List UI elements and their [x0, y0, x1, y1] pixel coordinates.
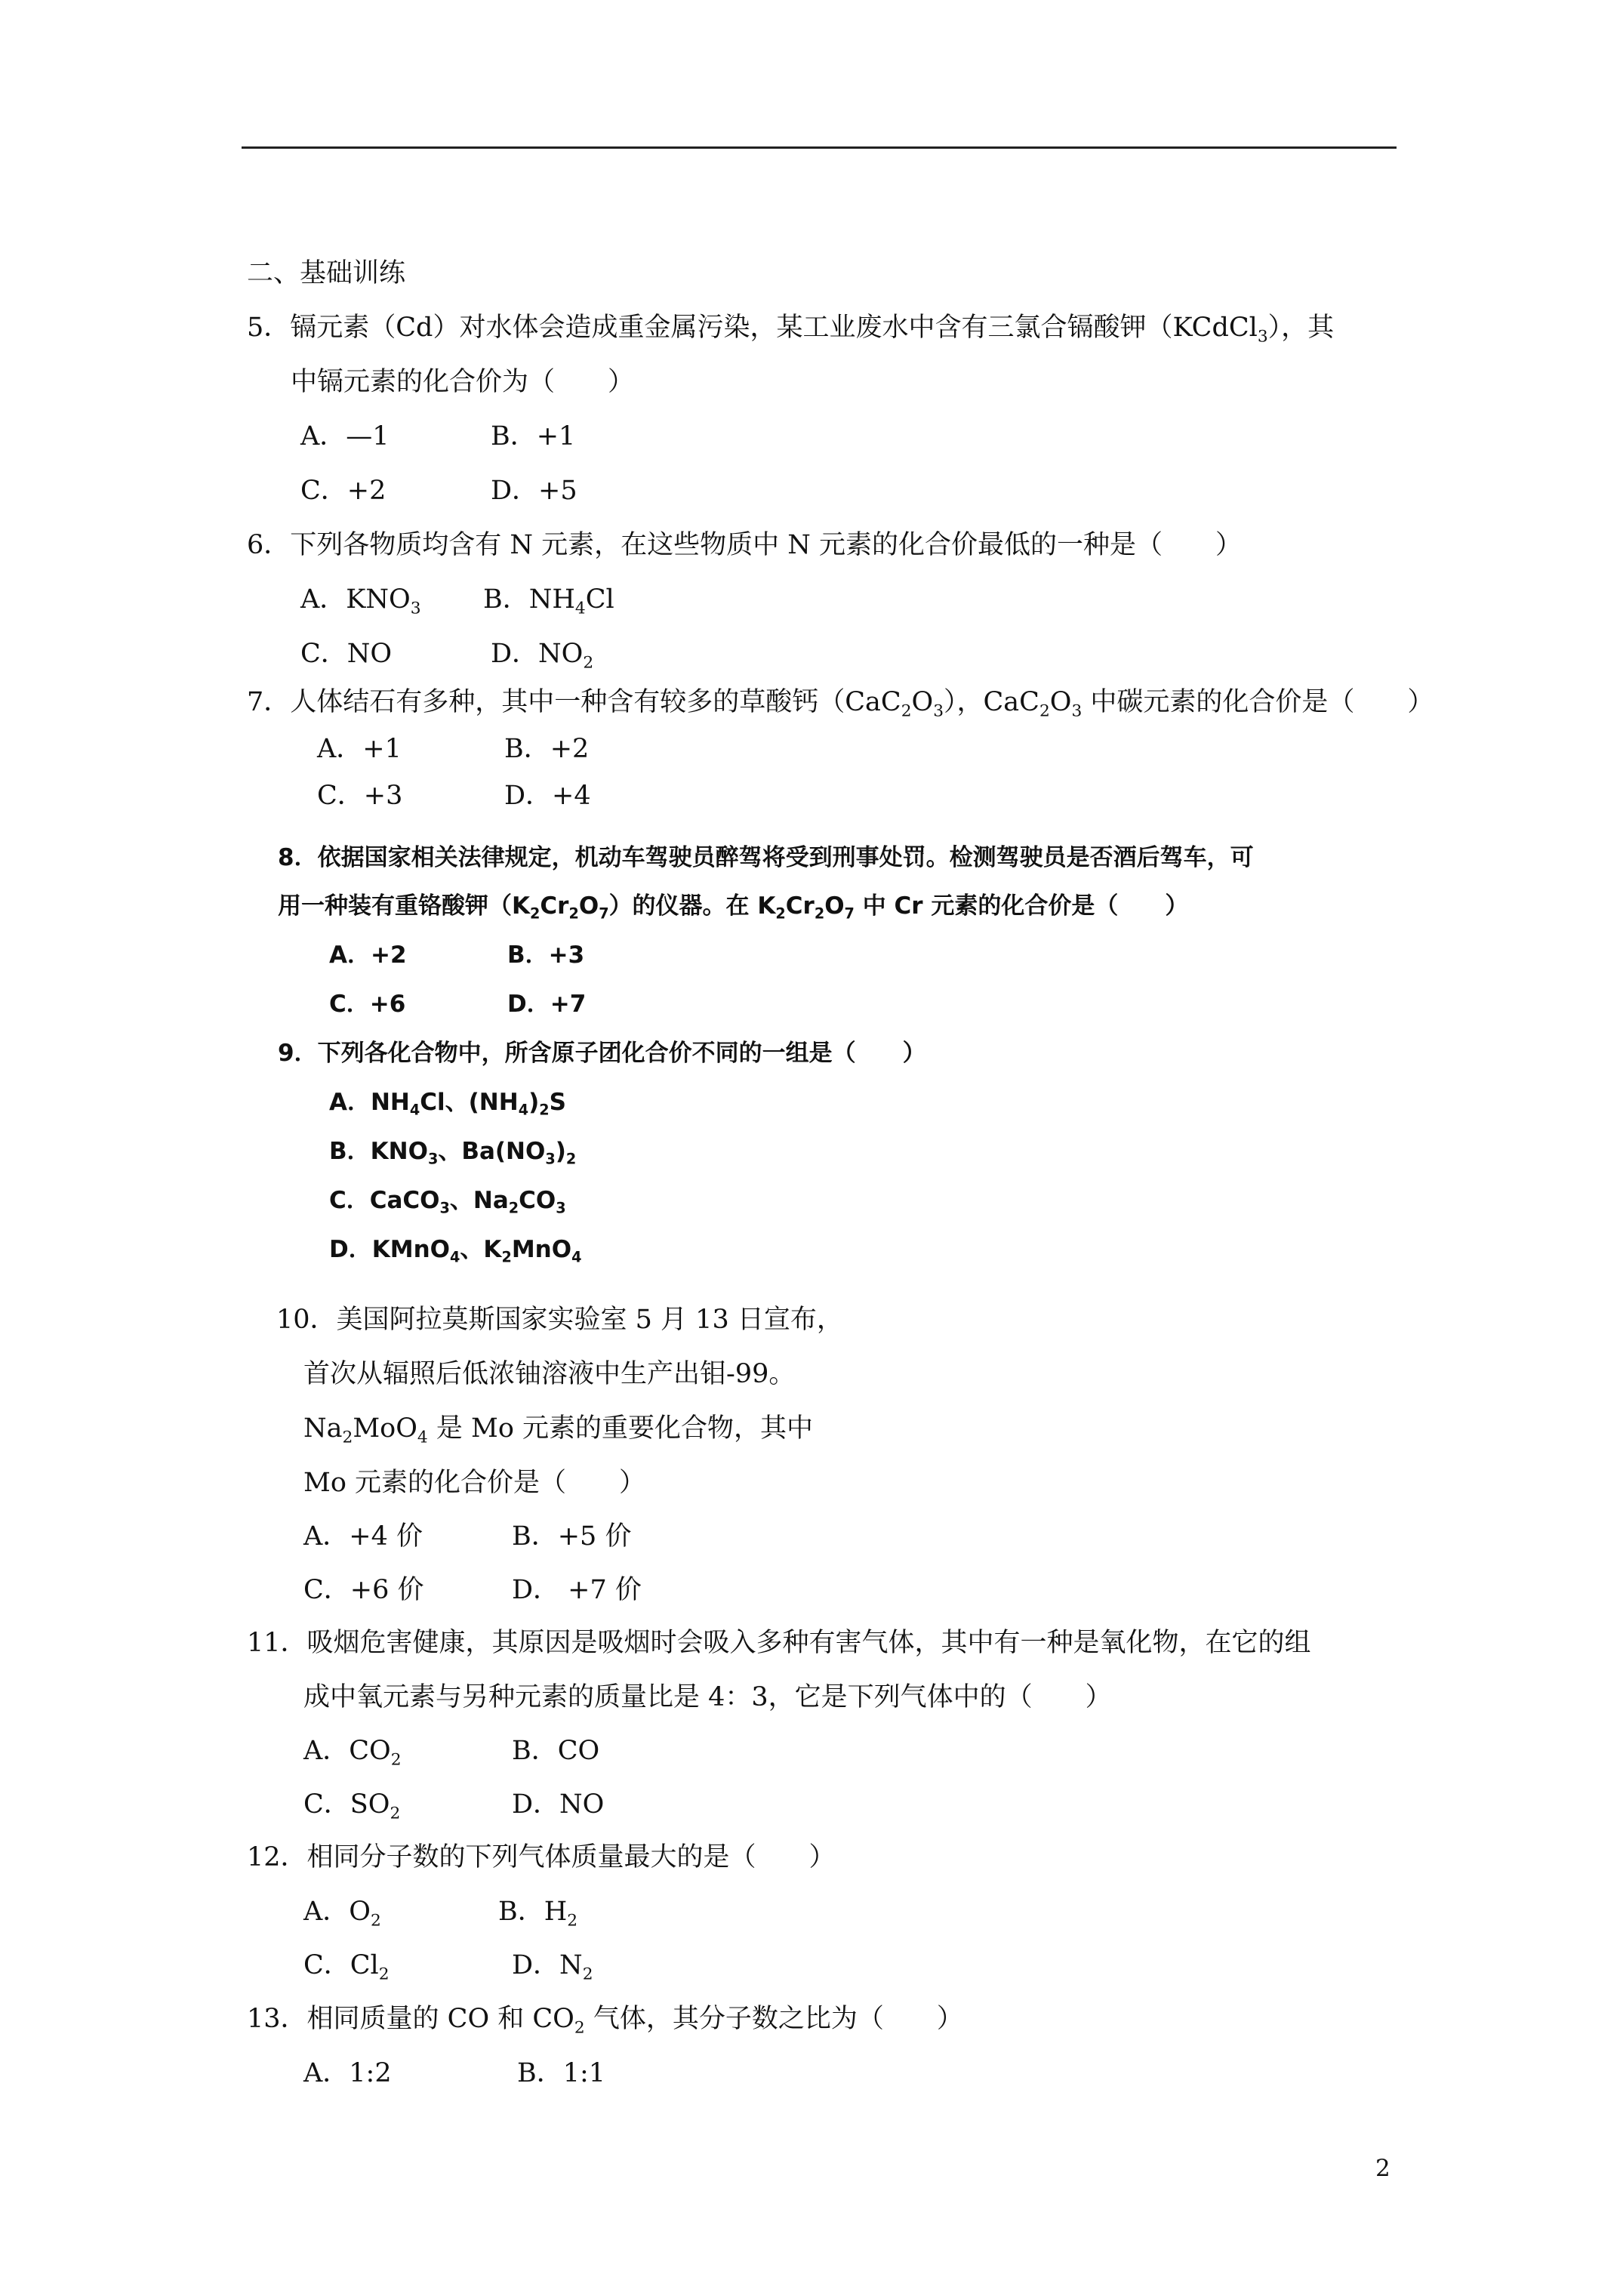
- q7-option-c: C．+3: [317, 781, 403, 811]
- page-number: 2: [1375, 2155, 1390, 2182]
- q8-stem-line1: 8．依据国家相关法律规定，机动车驾驶员醉驾将受到刑事处罚。检测驾驶员是否酒后驾车，可: [278, 844, 1254, 871]
- q13-stem: 13．相同质量的 CO 和 $CO_2$ 气体，其分子数之比为（ ）: [247, 2004, 963, 2038]
- q6-option-d: D．$NO_2$: [491, 639, 594, 673]
- q9-stem: 9．下列各化合物中，所含原子团化合价不同的一组是（ ）: [278, 1040, 926, 1067]
- q10-option-c: C．+6 价: [303, 1575, 424, 1605]
- q10-option-a: A．+4 价: [303, 1521, 423, 1552]
- q5-option-a: A．—1: [300, 421, 390, 451]
- q5-stem-line1: 5．镉元素（Cd）对水体会造成重金属污染，某工业废水中含有三氯合镉酸钾（KCdCl$_3$），其: [247, 313, 1335, 347]
- q7-option-b: B．+2: [504, 734, 590, 764]
- q10-stem-line2: 首次从辐照后低浓铀溶液中生产出钼-99。: [303, 1359, 796, 1389]
- q8-stem-line2: 用一种装有重铬酸钾$(K_2Cr_2O_7)$的仪器。在 $K_2Cr_2O_7$ 中 Cr 元素的化合价是（ ）: [278, 892, 1189, 923]
- q7-option-a: A．+1: [317, 734, 402, 764]
- q6-option-b: B．$NH_4Cl$: [483, 584, 614, 618]
- q8-option-c: C．+6: [329, 991, 406, 1018]
- q11-option-b: B．CO: [512, 1736, 600, 1766]
- q6-option-c: C．NO: [300, 639, 393, 669]
- q7-option-d: D．+4: [504, 781, 591, 811]
- q8-option-a: A．+2: [329, 942, 407, 969]
- q9-option-d: D．KMnO$_4$、$K_2MnO_4$: [329, 1236, 582, 1266]
- q10-option-d: D． +7 价: [512, 1575, 642, 1605]
- q11-option-c: C．$SO_2$: [303, 1789, 401, 1823]
- q5-option-b: B．+1: [491, 421, 576, 451]
- q12-option-b: B．$H_2$: [498, 1897, 578, 1931]
- q9-option-c: C．CaCO$_3$、$Na_2CO_3$: [329, 1187, 566, 1217]
- q10-stem-line4: Mo 元素的化合价是（ ）: [303, 1468, 646, 1498]
- q7-stem: 7．人体结石有多种，其中一种含有较多的草酸钙$(CaC_2O_3)$，$CaC_2O_3$ 中碳元素的化合价是（ ）: [247, 687, 1434, 721]
- q5-option-d: D．+5: [491, 476, 577, 506]
- q13-option-a: A．1:2: [303, 2058, 392, 2088]
- q11-stem-line1: 11．吸烟危害健康，其原因是吸烟时会吸入多种有害气体，其中有一种是氧化物，在它的组: [247, 1628, 1311, 1658]
- q5-stem-line2: 中镉元素的化合价为（ ）: [291, 367, 635, 397]
- q12-stem: 12．相同分子数的下列气体质量最大的是（ ）: [247, 1842, 836, 1872]
- q5-option-c: C．+2: [300, 476, 387, 506]
- q6-stem: 6．下列各物质均含有 N 元素，在这些物质中 N 元素的化合价最低的一种是（ ）: [247, 530, 1243, 560]
- q10-option-b: B．+5 价: [512, 1521, 632, 1552]
- q12-option-a: A．$O_2$: [303, 1897, 381, 1931]
- q8-option-b: B．+3: [507, 942, 585, 969]
- q11-option-d: D．NO: [512, 1789, 605, 1820]
- q9-option-b: B．$KNO_3$、$Ba(NO_3)_2$: [329, 1138, 577, 1168]
- q12-option-d: D．$N_2$: [512, 1950, 593, 1984]
- q11-option-a: A．$CO_2$: [303, 1736, 402, 1770]
- q13-option-b: B．1:1: [517, 2058, 606, 2088]
- q8-option-d: D．+7: [507, 991, 587, 1018]
- q10-stem-line1: 10．美国阿拉莫斯国家实验室 5 月 13 日宣布，: [276, 1305, 843, 1335]
- q9-option-a: A．$NH_4Cl$、$(NH_4)_2S$: [329, 1089, 566, 1119]
- q10-stem-line3: $Na_2MoO_4$ 是 Mo 元素的重要化合物，其中: [303, 1413, 814, 1447]
- header-rule: [242, 146, 1397, 149]
- q11-stem-line2: 成中氧元素与另种元素的质量比是 4：3，它是下列气体中的（ ）: [303, 1682, 1112, 1712]
- section-title: 二、基础训练: [247, 258, 406, 288]
- q6-option-a: A．$KNO_3$: [300, 584, 421, 618]
- q12-option-c: C．$Cl_2$: [303, 1950, 390, 1984]
